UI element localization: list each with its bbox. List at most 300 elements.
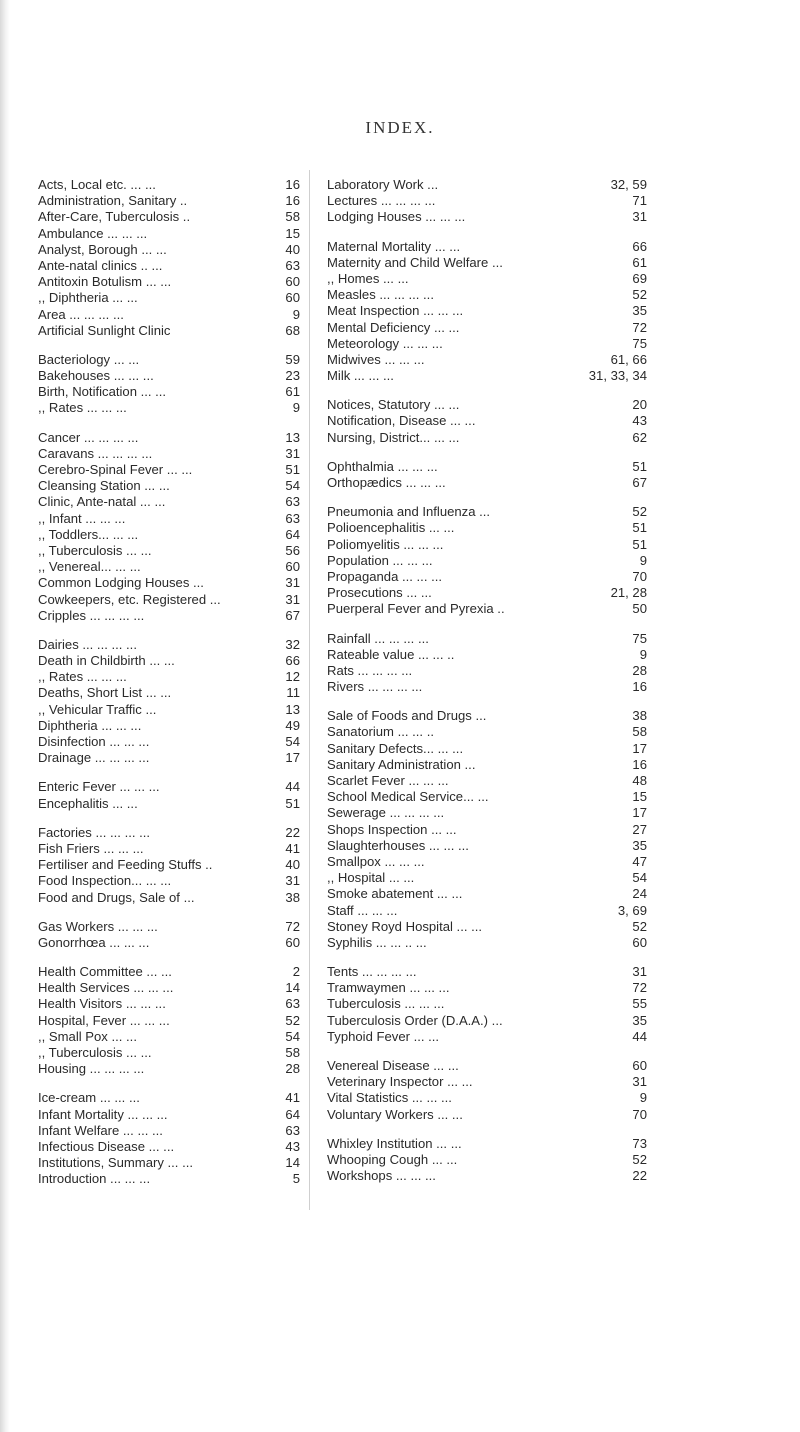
index-entry-label: Meat Inspection ... ... ...: [327, 303, 464, 319]
index-entry: [38, 1029, 300, 1045]
index-entry: [327, 854, 647, 870]
index-letter-group: [38, 637, 300, 767]
index-entry-pages: 60: [285, 559, 300, 575]
index-letter-group: [38, 825, 300, 906]
index-entry-pages: 50: [632, 601, 647, 617]
index-entry-pages: 75: [632, 335, 647, 351]
index-entry-pages: 17: [632, 805, 647, 821]
index-entry-pages: 43: [632, 413, 647, 429]
index-letter-group: [38, 919, 300, 951]
index-entry-label: Tents ... ... ... ...: [327, 964, 417, 980]
index-entry-label: Vital Statistics ... ... ...: [327, 1090, 452, 1106]
index-entry: [38, 307, 300, 323]
index-entry-pages: 27: [632, 821, 647, 837]
index-entry-label: Infant Welfare ... ... ...: [38, 1122, 163, 1138]
index-entry-pages: 67: [632, 475, 647, 490]
index-entry-label: Sewerage ... ... ... ...: [327, 805, 445, 821]
index-entry-pages: 48: [632, 773, 647, 788]
index-entry-pages: 9: [639, 646, 647, 662]
index-entry-pages: 22: [632, 1168, 647, 1184]
index-entry-label: Slaughterhouses ... ... ...: [327, 837, 469, 853]
index-entry-label: ,, Vehicular Traffic ...: [38, 701, 157, 717]
index-entry: [327, 271, 647, 287]
index-entry: [327, 1107, 647, 1123]
index-entry-label: Sale of Foods and Drugs ...: [327, 708, 487, 724]
index-entry-pages: 63: [285, 996, 300, 1012]
index-entry-label: Lectures ... ... ... ...: [327, 193, 436, 209]
index-entry: [327, 919, 647, 935]
index-entry: [38, 750, 300, 766]
index-entry-pages: 58: [285, 1045, 300, 1060]
index-entry-pages: 17: [632, 740, 647, 756]
index-entry-label: Notification, Disease ... ...: [327, 413, 476, 429]
index-entry-label: Birth, Notification ... ...: [38, 384, 167, 400]
index-entry: [327, 1013, 647, 1029]
index-entry: [38, 964, 300, 980]
index-entry: [38, 857, 300, 873]
index-entry-pages: 52: [632, 918, 647, 934]
index-entry: [38, 258, 300, 274]
index-entry-label: Notices, Statutory ... ...: [327, 397, 460, 413]
index-entry-label: Maternity and Child Welfare ...: [327, 254, 503, 270]
index-entry: [38, 1061, 300, 1077]
index-entry-pages: 24: [632, 886, 647, 902]
index-entry-label: Health Committee ... ...: [38, 964, 172, 980]
index-entry-label: Health Services ... ... ...: [38, 980, 174, 996]
index-entry-pages: 12: [285, 669, 300, 685]
index-entry-pages: 16: [632, 679, 647, 695]
index-entry-label: Ante-natal clinics .. ...: [38, 257, 163, 273]
index-entry-label: Cleansing Station ... ...: [38, 478, 170, 494]
index-entry-label: Institutions, Summary ... ...: [38, 1155, 193, 1171]
index-entry-label: Ambulance ... ... ...: [38, 225, 148, 241]
index-entry: [38, 494, 300, 510]
index-entry-pages: 21, 28: [610, 585, 647, 601]
index-entry-pages: 54: [285, 734, 300, 749]
index-entry: [327, 773, 647, 789]
index-entry-label: Ophthalmia ... ... ...: [327, 458, 438, 474]
index-letter-group: [38, 352, 300, 417]
index-entry-label: Typhoid Fever ... ...: [327, 1028, 440, 1044]
index-entry: [38, 1171, 300, 1187]
index-entry-pages: 32, 59: [610, 177, 647, 192]
index-entry-label: Rainfall ... ... ... ...: [327, 630, 429, 646]
index-entry: [327, 741, 647, 757]
index-entry: [327, 320, 647, 336]
index-entry: [327, 886, 647, 902]
index-entry-label: Fertiliser and Feeding Stuffs ..: [38, 857, 213, 873]
index-entry: [38, 653, 300, 669]
index-entry-pages: 44: [632, 1028, 647, 1044]
index-entry-pages: 64: [285, 526, 300, 542]
index-entry: [38, 996, 300, 1012]
index-entry-label: Mental Deficiency ... ...: [327, 319, 460, 335]
index-entry-label: Cripples ... ... ... ...: [38, 607, 145, 623]
index-entry-pages: 49: [285, 717, 300, 733]
index-letter-group: [327, 239, 647, 385]
index-entry: [38, 193, 300, 209]
index-entry-label: Gonorrhœa ... ... ...: [38, 934, 150, 950]
index-entry-label: School Medical Service... ...: [327, 789, 489, 805]
index-entry-pages: 72: [632, 319, 647, 335]
index-entry-label: ,, Diphtheria ... ...: [38, 290, 138, 306]
index-entry-pages: 16: [632, 756, 647, 772]
index-entry-label: Gas Workers ... ... ...: [38, 918, 158, 934]
index-entry: [327, 368, 647, 384]
index-entry: [38, 1139, 300, 1155]
index-entry: [38, 177, 300, 193]
index-entry-pages: 13: [285, 701, 300, 717]
index-entry: [38, 400, 300, 416]
index-entry-pages: 14: [285, 1155, 300, 1171]
index-entry-label: Death in Childbirth ... ...: [38, 653, 175, 669]
index-entry-pages: 62: [632, 429, 647, 445]
index-entry: [38, 890, 300, 906]
index-entry-pages: 72: [285, 918, 300, 934]
index-entry-pages: 43: [285, 1138, 300, 1154]
index-entry-pages: 63: [285, 510, 300, 526]
index-entry-pages: 35: [632, 837, 647, 853]
index-entry-label: Drainage ... ... ... ...: [38, 750, 150, 766]
index-entry-pages: 44: [285, 779, 300, 795]
index-entry: [38, 718, 300, 734]
index-entry: [38, 368, 300, 384]
index-entry-pages: 31: [285, 575, 300, 591]
index-entry-pages: 68: [285, 322, 300, 338]
index-entry: [38, 734, 300, 750]
index-entry-label: ,, Tuberculosis ... ...: [38, 542, 152, 558]
index-entry-label: Hospital, Fever ... ... ...: [38, 1012, 170, 1028]
index-entry-label: Area ... ... ... ...: [38, 306, 124, 322]
index-entry-label: Midwives ... ... ...: [327, 351, 425, 367]
index-entry: [38, 352, 300, 368]
index-entry-pages: 52: [632, 504, 647, 520]
index-letter-group: [327, 397, 647, 446]
index-entry: [38, 575, 300, 591]
index-entry: [38, 935, 300, 951]
index-entry-pages: 13: [285, 429, 300, 445]
index-entry: [327, 1074, 647, 1090]
index-entry-label: Housing ... ... ... ...: [38, 1061, 145, 1077]
index-entry-label: ,, Venereal... ... ...: [38, 559, 141, 575]
index-entry: [38, 384, 300, 400]
index-entry-pages: 64: [285, 1106, 300, 1122]
index-letter-group: [38, 430, 300, 624]
index-entry-pages: 16: [285, 193, 300, 209]
index-entry: [327, 239, 647, 255]
index-entry: [38, 1155, 300, 1171]
index-entry-label: Tuberculosis Order (D.A.A.) ...: [327, 1012, 503, 1028]
index-entry-label: Lodging Houses ... ... ...: [327, 209, 466, 225]
index-entry: [38, 825, 300, 841]
index-letter-group: [327, 459, 647, 491]
index-entry: [38, 592, 300, 608]
index-entry-pages: 11: [286, 685, 300, 701]
index-entry-pages: 31, 33, 34: [588, 368, 647, 384]
index-entry-pages: 59: [285, 351, 300, 367]
index-entry-pages: 70: [632, 1106, 647, 1122]
index-entry-label: Scarlet Fever ... ... ...: [327, 773, 449, 788]
index-entry-label: Dairies ... ... ... ...: [38, 636, 137, 652]
index-entry-pages: 41: [285, 840, 300, 856]
index-entry-label: ,, Hospital ... ...: [327, 870, 415, 886]
index-entry-pages: 72: [632, 980, 647, 996]
index-entry: [327, 287, 647, 303]
index-entry: [38, 779, 300, 795]
index-entry-label: Population ... ... ...: [327, 552, 433, 568]
index-letter-group: [38, 177, 300, 339]
index-entry-pages: 60: [632, 1058, 647, 1073]
index-entry-pages: 54: [285, 1028, 300, 1044]
index-entry-label: Infant Mortality ... ... ...: [38, 1106, 168, 1122]
index-entry: [327, 352, 647, 368]
index-entry: [327, 805, 647, 821]
index-entry-pages: 16: [285, 177, 300, 192]
index-entry-label: Stoney Royd Hospital ... ...: [327, 918, 483, 934]
index-entry: [327, 647, 647, 663]
index-entry-label: Laboratory Work ...: [327, 177, 439, 192]
index-entry-pages: 35: [632, 303, 647, 319]
index-entry-pages: 22: [285, 824, 300, 840]
index-entry-pages: 73: [632, 1135, 647, 1151]
index-entry-pages: 20: [632, 397, 647, 413]
index-entry-pages: 67: [285, 607, 300, 623]
index-letter-group: [327, 631, 647, 696]
index-letter-group: [327, 708, 647, 951]
index-entry-pages: 52: [632, 1151, 647, 1167]
index-entry-pages: 23: [285, 368, 300, 384]
index-entry-pages: 58: [285, 209, 300, 225]
index-entry: [327, 870, 647, 886]
index-entry: [327, 935, 647, 951]
index-entry: [38, 226, 300, 242]
index-entry-pages: 38: [285, 889, 300, 905]
index-entry: [38, 669, 300, 685]
index-entry-pages: 38: [632, 708, 647, 724]
index-entry: [38, 323, 300, 339]
index-entry-pages: 70: [632, 568, 647, 584]
index-entry: [38, 980, 300, 996]
index-entry: [327, 569, 647, 585]
index-entry-pages: 31: [632, 1074, 647, 1090]
index-entry: [38, 446, 300, 462]
index-entry-pages: 9: [292, 400, 300, 416]
index-entry: [327, 1152, 647, 1168]
index-entry-pages: 31: [285, 445, 300, 461]
index-entry-label: Whixley Institution ... ...: [327, 1135, 462, 1151]
index-entry-label: Bacteriology ... ...: [38, 351, 140, 367]
index-entry-label: Tuberculosis ... ... ...: [327, 996, 445, 1012]
index-entry: [327, 1090, 647, 1106]
index-entry: [38, 702, 300, 718]
index-entry-pages: 61, 66: [610, 351, 647, 367]
index-letter-group: [327, 504, 647, 617]
index-entry-pages: 35: [632, 1012, 647, 1028]
index-entry: [327, 822, 647, 838]
index-entry-pages: 31: [632, 209, 647, 225]
column-divider: [309, 170, 310, 1210]
index-entry: [38, 1090, 300, 1106]
index-entry-label: After-Care, Tuberculosis ..: [38, 209, 191, 225]
index-entry: [327, 631, 647, 647]
index-entry-label: Antitoxin Botulism ... ...: [38, 274, 172, 290]
index-entry-label: Measles ... ... ... ...: [327, 287, 434, 303]
index-entry-label: Puerperal Fever and Pyrexia ..: [327, 601, 505, 617]
index-entry-pages: 52: [632, 287, 647, 303]
index-entry: [327, 724, 647, 740]
index-entry-label: Introduction ... ... ...: [38, 1171, 151, 1187]
index-entry-label: Syphilis ... ... .. ...: [327, 934, 427, 950]
index-entry: [327, 601, 647, 617]
index-entry-pages: 40: [285, 241, 300, 257]
index-entry-label: Common Lodging Houses ...: [38, 575, 204, 591]
index-entry-label: Nursing, District... ... ...: [327, 429, 460, 445]
index-entry-label: ,, Rates ... ... ...: [38, 400, 127, 416]
index-entry-pages: 51: [632, 536, 647, 552]
index-entry-label: ,, Infant ... ... ...: [38, 510, 126, 526]
index-entry-label: Encephalitis ... ...: [38, 795, 138, 811]
index-entry-label: Food Inspection... ... ...: [38, 873, 172, 889]
index-letter-group: [327, 1058, 647, 1123]
index-entry-label: Voluntary Workers ... ...: [327, 1106, 463, 1122]
index-entry-pages: 5: [292, 1171, 300, 1187]
index-entry-pages: 69: [632, 270, 647, 286]
index-entry-label: Diphtheria ... ... ...: [38, 717, 142, 733]
index-entry: [38, 242, 300, 258]
index-entry: [327, 980, 647, 996]
index-entry-pages: 61: [285, 384, 300, 400]
index-entry-label: ,, Homes ... ...: [327, 270, 409, 286]
index-entry: [327, 209, 647, 225]
index-entry-label: Disinfection ... ... ...: [38, 734, 150, 749]
index-entry: [327, 996, 647, 1012]
index-entry-pages: 63: [285, 494, 300, 510]
index-letter-group: [38, 779, 300, 811]
index-entry: [38, 1107, 300, 1123]
index-letter-group: [327, 1136, 647, 1185]
index-entry-label: Cancer ... ... ... ...: [38, 429, 139, 445]
index-entry-pages: 47: [632, 853, 647, 869]
index-entry: [327, 520, 647, 536]
index-entry-pages: 58: [632, 724, 647, 740]
index-entry-pages: 9: [639, 552, 647, 568]
index-entry-pages: 66: [285, 653, 300, 669]
index-entry-label: Cerebro-Spinal Fever ... ...: [38, 462, 193, 477]
index-entry: [327, 537, 647, 553]
index-entry-pages: 17: [285, 750, 300, 766]
index-entry: [38, 274, 300, 290]
index-entry-pages: 60: [632, 934, 647, 950]
index-entry: [327, 430, 647, 446]
index-entry: [327, 838, 647, 854]
index-entry-label: Rivers ... ... ... ...: [327, 679, 423, 695]
index-entry-pages: 31: [632, 964, 647, 980]
index-entry-pages: 51: [285, 462, 300, 477]
index-entry: [38, 796, 300, 812]
index-entry-label: Orthopædics ... ... ...: [327, 475, 446, 490]
index-entry-pages: 32: [285, 636, 300, 652]
index-entry: [38, 685, 300, 701]
index-entry-label: Caravans ... ... ... ...: [38, 445, 153, 461]
index-entry-pages: 41: [285, 1090, 300, 1106]
index-entry-pages: 51: [632, 458, 647, 474]
index-entry-label: Sanatorium ... ... ..: [327, 724, 434, 740]
index-entry-label: Factories ... ... ... ...: [38, 824, 151, 840]
index-entry-label: Polioencephalitis ... ...: [327, 520, 455, 536]
index-entry-label: ,, Small Pox ... ...: [38, 1028, 137, 1044]
index-entry-label: Artificial Sunlight Clinic: [38, 322, 171, 338]
index-entry: [38, 608, 300, 624]
index-entry-label: Workshops ... ... ...: [327, 1168, 436, 1184]
index-entry: [327, 177, 647, 193]
index-entry-label: Smallpox ... ... ...: [327, 853, 425, 869]
index-entry-label: Administration, Sanitary ..: [38, 193, 188, 209]
index-entry-pages: 31: [285, 873, 300, 889]
index-entry-pages: 61: [632, 254, 647, 270]
index-entry-label: Poliomyelitis ... ... ...: [327, 536, 444, 552]
index-entry: [327, 1058, 647, 1074]
index-entry-label: ,, Toddlers... ... ...: [38, 526, 139, 542]
index-entry: [38, 1045, 300, 1061]
index-entry-pages: 15: [285, 225, 300, 241]
index-entry: [327, 585, 647, 601]
index-entry: [38, 209, 300, 225]
index-entry: [38, 559, 300, 575]
index-entry-label: Ice-cream ... ... ...: [38, 1090, 140, 1106]
index-entry: [327, 413, 647, 429]
index-entry-label: Fish Friers ... ... ...: [38, 840, 144, 856]
index-entry-label: Venereal Disease ... ...: [327, 1058, 459, 1073]
index-entry-label: Bakehouses ... ... ...: [38, 368, 154, 384]
index-entry-pages: 9: [292, 306, 300, 322]
index-entry: [327, 336, 647, 352]
index-entry: [327, 303, 647, 319]
index-entry-pages: 2: [292, 964, 300, 980]
index-entry: [38, 873, 300, 889]
index-entry: [38, 543, 300, 559]
index-letter-group: [38, 964, 300, 1077]
index-entry: [38, 462, 300, 478]
index-entry: [38, 637, 300, 653]
index-entry-label: Maternal Mortality ... ...: [327, 238, 461, 254]
index-entry-label: Health Visitors ... ... ...: [38, 996, 166, 1012]
index-entry-label: ,, Tuberculosis ... ...: [38, 1045, 152, 1060]
index-entry-pages: 75: [632, 630, 647, 646]
index-entry-pages: 60: [285, 934, 300, 950]
index-entry-pages: 60: [285, 274, 300, 290]
page-binding-edge: [0, 0, 10, 1432]
index-entry-label: Analyst, Borough ... ...: [38, 241, 167, 257]
index-entry-pages: 71: [632, 193, 647, 209]
index-entry-pages: 28: [285, 1061, 300, 1077]
index-entry-pages: 54: [632, 870, 647, 886]
index-entry-label: Rats ... ... ... ...: [327, 662, 413, 678]
index-entry-label: Propaganda ... ... ...: [327, 568, 443, 584]
index-entry: [327, 679, 647, 695]
page-title: INDEX.: [365, 118, 435, 137]
index-entry-pages: 51: [285, 795, 300, 811]
index-entry: [327, 708, 647, 724]
index-entry-pages: 54: [285, 478, 300, 494]
index-entry-pages: 9: [639, 1090, 647, 1106]
index-entry: [327, 903, 647, 919]
index-entry: [327, 663, 647, 679]
index-entry-label: Sanitary Administration ...: [327, 756, 476, 772]
index-entry-pages: 60: [285, 290, 300, 306]
index-entry-pages: 3, 69: [617, 902, 647, 918]
index-entry-label: Veterinary Inspector ... ...: [327, 1074, 473, 1090]
index-entry-pages: 52: [285, 1012, 300, 1028]
